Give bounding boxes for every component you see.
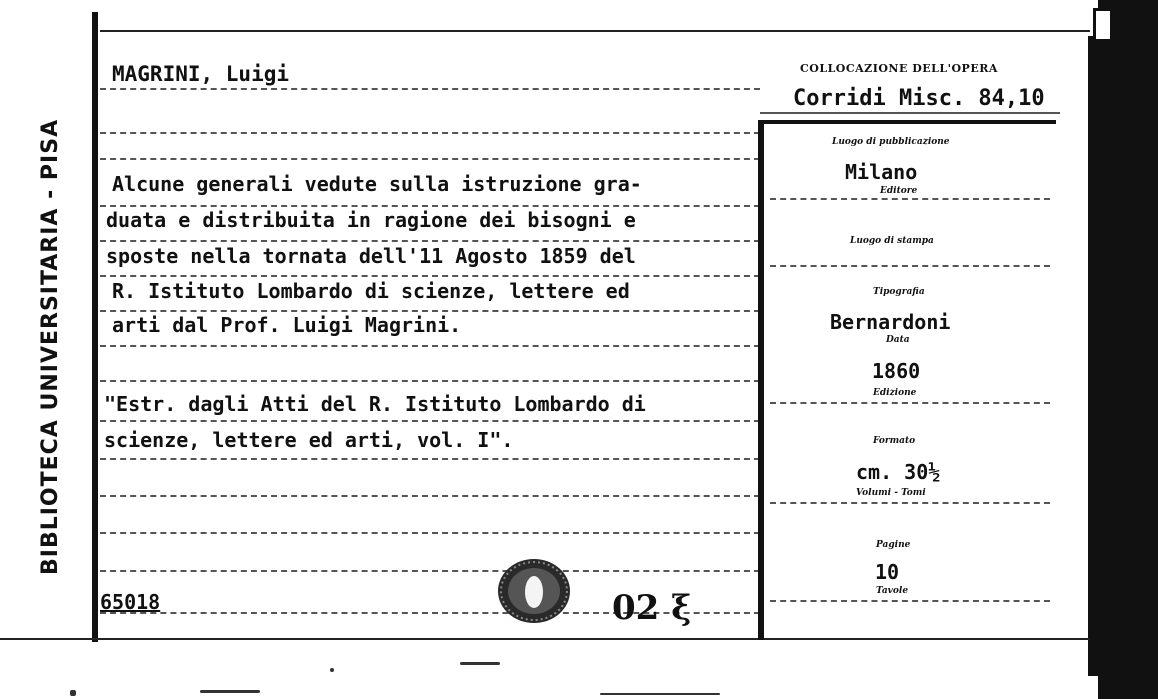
collocation-heading: COLLOCAZIONE DELL'OPERA <box>800 62 998 75</box>
rule-line <box>100 30 1090 32</box>
rule-line <box>100 495 760 497</box>
publication-box-top <box>760 120 1056 124</box>
label-place-of-publication: Luogo di pubblicazione <box>832 137 950 147</box>
rule-line <box>100 310 760 312</box>
rule-line <box>100 380 760 382</box>
title-line: duata e distribuita in ragione dei bisogni e <box>106 208 636 232</box>
rule-line <box>770 502 1050 504</box>
format: cm. 30½ <box>856 460 941 484</box>
pages: 10 <box>875 560 900 584</box>
scan-speck <box>70 690 76 696</box>
note-line: "Estr. dagli Atti del R. Istituto Lombardo di <box>104 392 646 416</box>
rule-line <box>770 198 1050 200</box>
scan-speck <box>460 662 500 665</box>
inventory-number: 65018 <box>100 590 161 614</box>
card-right-border <box>1088 36 1098 676</box>
rule-line <box>760 112 1060 114</box>
label-publisher: Editore <box>880 186 918 196</box>
shelfmark: Corridi Misc. 84,10 <box>793 86 1045 111</box>
date: 1860 <box>872 359 921 383</box>
title-line: R. Istituto Lombardo di scienze, lettere ed <box>112 279 630 303</box>
scan-speck <box>330 668 334 672</box>
title-line: Alcune generali vedute sulla istruzione gra- <box>112 172 642 196</box>
printer: Bernardoni <box>830 310 951 334</box>
handwritten-mark: 02 ξ <box>612 588 692 628</box>
note-line: scienze, lettere ed arti, vol. I". <box>104 428 514 452</box>
label-date: Data <box>886 335 910 345</box>
rule-line <box>100 88 760 90</box>
label-plates: Tavole <box>876 586 909 596</box>
title-line: arti dal Prof. Luigi Magrini. <box>112 313 462 337</box>
label-volumes: Volumi - Tomi <box>856 488 926 498</box>
rule-line <box>100 458 760 460</box>
library-label: BIBLIOTECA UNIVERSITARIA - PISA <box>38 118 63 575</box>
rule-line <box>100 420 760 422</box>
rule-line <box>100 240 760 242</box>
label-printer: Tipografia <box>873 287 925 297</box>
rule-line <box>100 570 760 572</box>
label-format: Formato <box>873 436 916 446</box>
scan-speck <box>600 693 720 695</box>
place-of-publication: Milano <box>845 160 918 184</box>
rule-line <box>100 275 760 277</box>
rule-line <box>770 265 1050 267</box>
scan-speck <box>200 690 260 693</box>
scan-edge <box>1098 0 1158 699</box>
rule-line <box>770 600 1050 602</box>
title-line: sposte nella tornata dell'11 Agosto 1859 del <box>106 244 636 268</box>
rule-line <box>100 532 760 534</box>
author-heading: MAGRINI, Luigi <box>112 62 290 86</box>
label-place-of-printing: Luogo di stampa <box>850 236 934 246</box>
label-pages: Pagine <box>876 540 911 550</box>
rule-line <box>100 132 760 134</box>
rule-line <box>100 158 760 160</box>
card-left-border <box>92 12 98 642</box>
card-corner <box>1093 8 1110 42</box>
rule-line <box>100 345 760 347</box>
rule-line <box>770 402 1050 404</box>
library-stamp-icon <box>494 556 574 626</box>
rule-line <box>100 205 760 207</box>
label-edition: Edizione <box>873 388 917 398</box>
